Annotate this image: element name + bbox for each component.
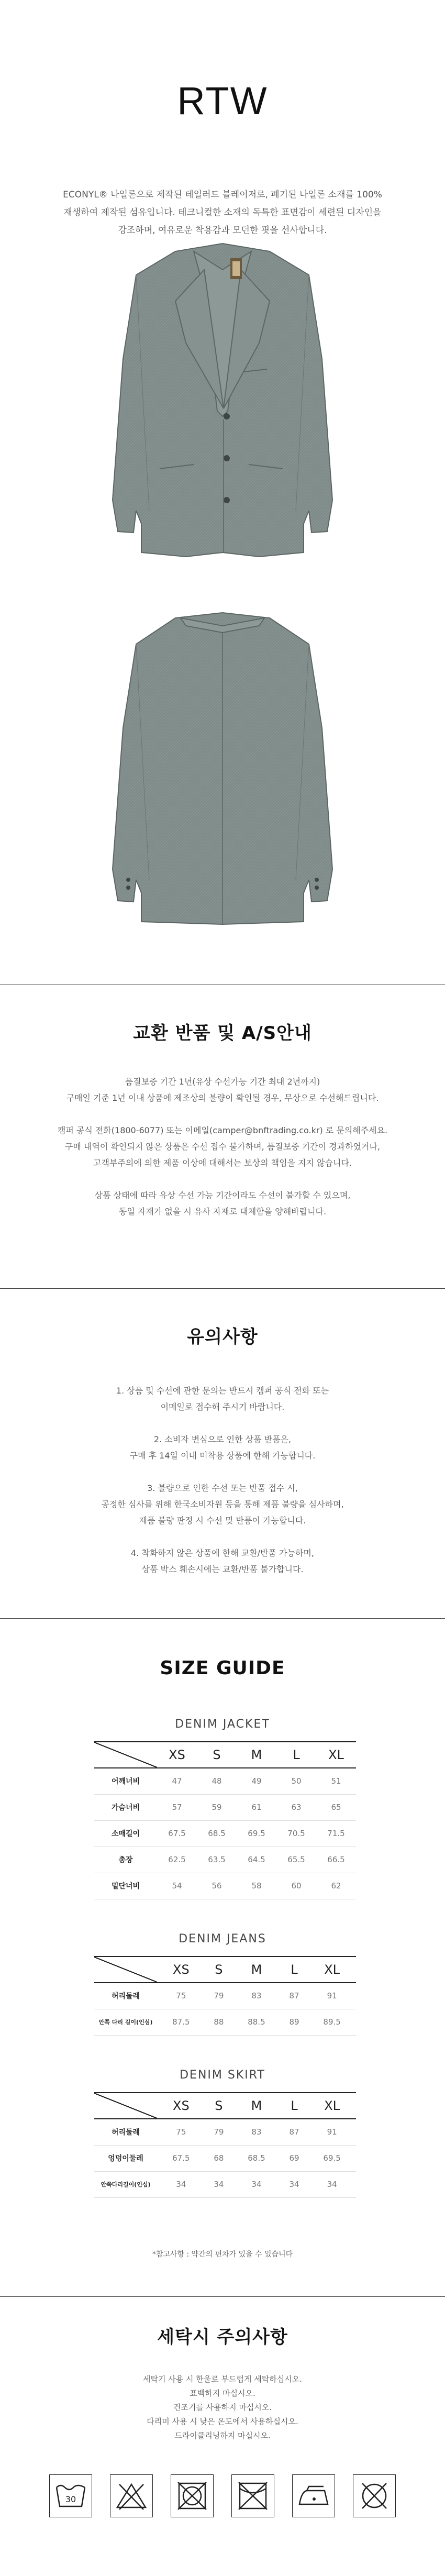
- table-row: [94, 1794, 356, 1820]
- table-cell: 34: [232, 2171, 281, 2197]
- table-cell: 34: [308, 2171, 356, 2197]
- table-row: [94, 1847, 356, 1873]
- size-header: M: [237, 1742, 276, 1768]
- notice-line: 2. 소비자 변심으로 인한 상품 반품은,: [153, 1434, 292, 1444]
- table-corner: [94, 2093, 157, 2119]
- washing-line: 다리미 사용 시 낮은 온도에서 사용하십시오.: [147, 2417, 298, 2426]
- table-cell: 64.5: [237, 1847, 276, 1873]
- notice-paragraph: [0, 1074, 445, 1106]
- table-cell: 34: [157, 2171, 205, 2197]
- table-cell: 59: [197, 1794, 237, 1820]
- notice-line: 구매 내역이 확인되지 않은 상품은 수선 접수 불가하며, 품질보증 기간이 경과하였거나,: [65, 1142, 380, 1152]
- table-row: [94, 1768, 356, 1794]
- table-cell: 91: [308, 2119, 356, 2145]
- notice-line: 고객부주의에 의한 제품 이상에 대해서는 보상의 책임을 지지 않습니다.: [93, 1158, 352, 1168]
- size-header: XS: [157, 1956, 205, 1983]
- notice-line: 1. 상품 및 수선에 관한 문의는 반드시 캠퍼 공식 전화 또는: [116, 1386, 329, 1396]
- row-label: 가슴너비: [94, 1794, 157, 1820]
- table-row: [94, 1873, 356, 1899]
- section-divider: [0, 1618, 445, 1619]
- table-cell: 67.5: [157, 1820, 197, 1847]
- section-divider: [0, 1288, 445, 1289]
- jacket-back-image: [102, 607, 343, 948]
- notice-line: 상품 박스 훼손시에는 교환/반품 불가합니다.: [141, 1564, 304, 1574]
- table-cell: 65: [316, 1794, 356, 1820]
- table-cell: 89: [281, 2009, 308, 2035]
- table-row: [94, 1820, 356, 1847]
- table-cell: 83: [232, 2119, 281, 2145]
- notice-line: 동일 자재가 없을 시 유사 자재로 대체함을 양해바랍니다.: [118, 1207, 327, 1217]
- size-header: S: [205, 1956, 232, 1983]
- table-cell: 62.5: [157, 1847, 197, 1873]
- table-row: [94, 2119, 356, 2145]
- table-cell: 71.5: [316, 1820, 356, 1847]
- row-label: 엉덩이둘레: [94, 2145, 157, 2171]
- table-cell: 63.5: [197, 1847, 237, 1873]
- table-cell: 68: [205, 2145, 232, 2171]
- table-cell: 88: [205, 2009, 232, 2035]
- row-label: 허리둘레: [94, 1983, 157, 2009]
- notice-line: 3. 불량으로 인한 수선 또는 반품 접수 시,: [147, 1483, 298, 1493]
- description-line: 강조하며, 여유로운 착용감과 모던한 핏을 선사합니다.: [118, 225, 327, 236]
- table-cell: 89.5: [308, 2009, 356, 2035]
- table-cell: 34: [281, 2171, 308, 2197]
- notice-paragraph: [0, 1383, 445, 1415]
- table-cell: 51: [316, 1768, 356, 1794]
- size-note: *참고사항 : 약간의 편차가 있을 수 있습니다: [152, 2250, 293, 2259]
- size-header: L: [276, 1742, 316, 1768]
- notice-line: 품질보증 기간 1년(유상 수선가능 기간 최대 2년까지): [125, 1077, 320, 1087]
- iron-low-icon: [292, 2474, 335, 2517]
- notice-line: 공정한 심사를 위해 한국소비자원 등을 통해 제품 불량을 심사하며,: [101, 1499, 344, 1509]
- size-header: M: [232, 1956, 281, 1983]
- notice-paragraph: [0, 1545, 445, 1577]
- table-cell: 54: [157, 1873, 197, 1899]
- size-header: M: [232, 2093, 281, 2119]
- notice-line: 이메일로 접수해 주시기 바랍니다.: [160, 1402, 285, 1412]
- size-guide-title: SIZE GUIDE: [160, 1657, 285, 1679]
- caution-notice: [0, 1383, 445, 1594]
- size-table-jacket: [94, 1741, 356, 1899]
- size-table-jeans: [94, 1956, 356, 2036]
- section-divider: [0, 2296, 445, 2297]
- exchange-notice: [0, 1074, 445, 1236]
- washing-line: 표백하지 마십시오.: [190, 2389, 255, 2398]
- description-line: 재생하여 제작된 섬유입니다. 테크니컬한 소재의 독특한 표면감이 세련된 디자인을: [63, 207, 382, 218]
- table-cell: 65.5: [276, 1847, 316, 1873]
- care-icons: [0, 2474, 445, 2517]
- notice-paragraph: [0, 1431, 445, 1464]
- table-cell: 62: [316, 1873, 356, 1899]
- size-header: XL: [316, 1742, 356, 1768]
- table-cell: 69.5: [237, 1820, 276, 1847]
- table-cell: 69: [281, 2145, 308, 2171]
- size-table-caption: DENIM JACKET: [175, 1718, 270, 1731]
- table-cell: 47: [157, 1768, 197, 1794]
- table-cell: 79: [205, 2119, 232, 2145]
- table-cell: 57: [157, 1794, 197, 1820]
- page-title: RTW: [177, 79, 268, 123]
- notice-paragraph: [0, 1187, 445, 1220]
- description-line: ECONYL® 나일론으로 제작된 테일러드 블레이저로, 폐기된 나일론 소재를 100%: [63, 190, 382, 200]
- washing-line: 세탁기 사용 시 한울로 부드럽게 세탁하십시오.: [143, 2374, 302, 2384]
- table-cell: 69.5: [308, 2145, 356, 2171]
- size-table-caption: DENIM SKIRT: [180, 2069, 265, 2082]
- size-header: S: [197, 1742, 237, 1768]
- row-label: 허리둘레: [94, 2119, 157, 2145]
- table-row: [94, 2009, 356, 2035]
- table-cell: 49: [237, 1768, 276, 1794]
- table-cell: 66.5: [316, 1847, 356, 1873]
- table-cell: 68.5: [197, 1820, 237, 1847]
- size-header: XS: [157, 2093, 205, 2119]
- table-row: [94, 1983, 356, 2009]
- wash-30-icon: [49, 2474, 92, 2517]
- size-header: XL: [308, 1956, 356, 1983]
- table-cell: 87: [281, 1983, 308, 2009]
- table-cell: 75: [157, 2119, 205, 2145]
- notice-paragraph: [0, 1122, 445, 1171]
- washing-instructions: [0, 2372, 445, 2443]
- jacket-front-image: [102, 238, 343, 579]
- caution-section-title: 유의사항: [187, 1326, 258, 1347]
- table-corner: [94, 1956, 157, 1983]
- product-description: [0, 186, 445, 239]
- table-cell: 63: [276, 1794, 316, 1820]
- table-cell: 88.5: [232, 2009, 281, 2035]
- notice-line: 4. 착화하지 않은 상품에 한해 교환/반품 가능하며,: [131, 1548, 314, 1558]
- row-label: 밑단너비: [94, 1873, 157, 1899]
- wash-temperature: 30: [65, 2494, 76, 2504]
- table-cell: 34: [205, 2171, 232, 2197]
- table-cell: 61: [237, 1794, 276, 1820]
- row-label: 안쪽다리길이(인심): [94, 2171, 157, 2197]
- washing-section-title: 세탁시 주의사항: [157, 2327, 288, 2348]
- notice-line: 구매일 기준 1년 이내 상품에 제조상의 불량이 확인될 경우, 무상으로 수선해드립니다.: [66, 1093, 379, 1103]
- table-cell: 50: [276, 1768, 316, 1794]
- table-cell: 48: [197, 1768, 237, 1794]
- notice-line: 구매 후 14일 이내 미착용 상품에 한해 가능합니다.: [129, 1451, 316, 1461]
- washing-line: 건조기를 사용하지 마십시오.: [173, 2403, 272, 2412]
- table-cell: 60: [276, 1873, 316, 1899]
- table-cell: 87: [281, 2119, 308, 2145]
- table-corner: [94, 1742, 157, 1768]
- table-cell: 75: [157, 1983, 205, 2009]
- notice-line: 캠퍼 공식 전화(1800-6077) 또는 이메일(camper@bnftrading.co.kr) 로 문의해주세요.: [57, 1125, 388, 1135]
- table-cell: 67.5: [157, 2145, 205, 2171]
- row-label: 소매길이: [94, 1820, 157, 1847]
- size-header: XS: [157, 1742, 197, 1768]
- table-row: [94, 2171, 356, 2197]
- table-cell: 56: [197, 1873, 237, 1899]
- size-header: XL: [308, 2093, 356, 2119]
- table-cell: 58: [237, 1873, 276, 1899]
- size-header: L: [281, 1956, 308, 1983]
- washing-line: 드라이클리닝하지 마십시오.: [174, 2431, 271, 2440]
- hero-section: [0, 0, 445, 239]
- notice-line: 상품 상태에 따라 유상 수선 가능 기간이라도 수선이 불가할 수 있으며,: [94, 1190, 351, 1200]
- exchange-section-title: 교환 반품 및 A/S안내: [133, 1023, 312, 1044]
- table-cell: 87.5: [157, 2009, 205, 2035]
- size-table-skirt: [94, 2092, 356, 2198]
- table-row: [94, 2145, 356, 2171]
- size-header: S: [205, 2093, 232, 2119]
- table-cell: 83: [232, 1983, 281, 2009]
- no-dry-clean-icon: [353, 2474, 396, 2517]
- table-cell: 70.5: [276, 1820, 316, 1847]
- no-hang-dry-icon: [231, 2474, 274, 2517]
- table-cell: 68.5: [232, 2145, 281, 2171]
- row-label: 안쪽 다리 길이(인심): [94, 2009, 157, 2035]
- size-header: L: [281, 2093, 308, 2119]
- no-tumble-dry-icon: [171, 2474, 214, 2517]
- notice-paragraph: [0, 1480, 445, 1529]
- table-cell: 79: [205, 1983, 232, 2009]
- size-table-caption: DENIM JEANS: [179, 1932, 266, 1945]
- table-cell: 91: [308, 1983, 356, 2009]
- notice-line: 제품 불량 판정 시 수선 및 반품이 가능합니다.: [139, 1516, 306, 1525]
- row-label: 총장: [94, 1847, 157, 1873]
- no-bleach-icon: [110, 2474, 153, 2517]
- row-label: 어깨너비: [94, 1768, 157, 1794]
